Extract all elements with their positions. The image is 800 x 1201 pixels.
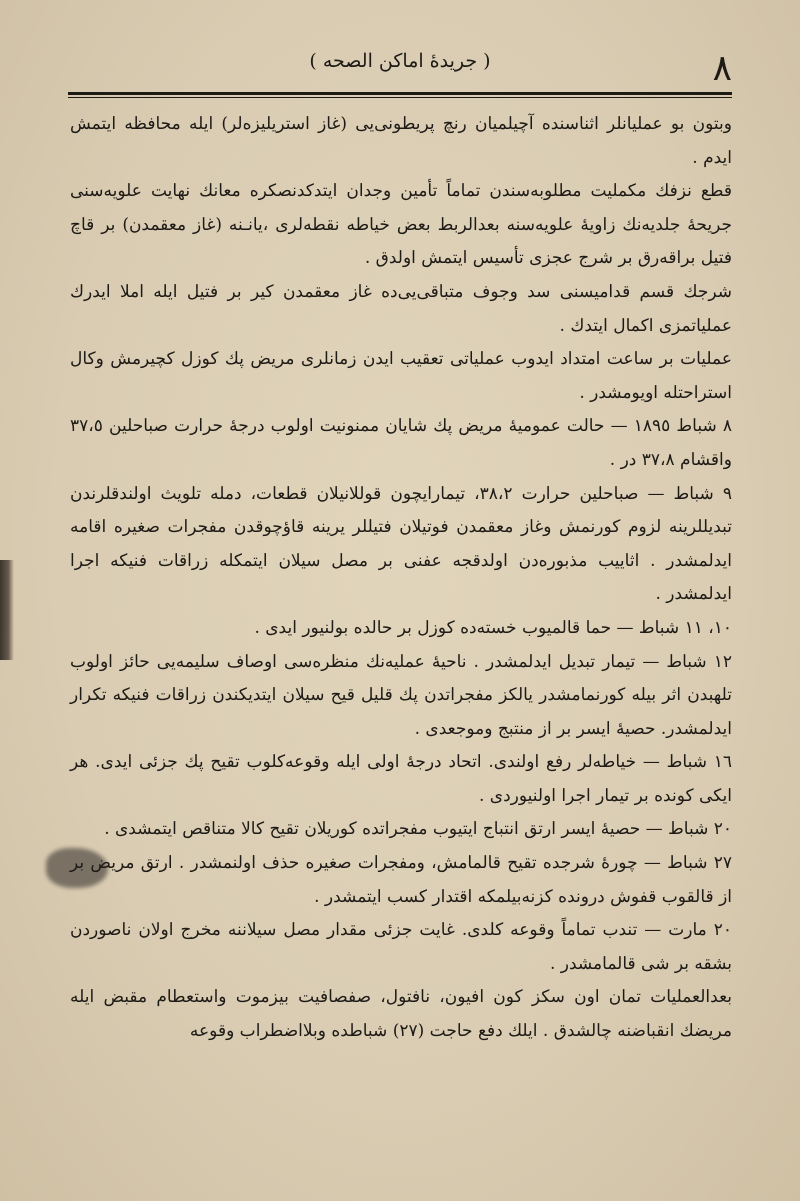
- header-rule-thin: [68, 97, 732, 98]
- paragraph: شرجك قسم قداميسنی سد وجوف متباقی‌یی‌ده غاز معقمدن كير بر فتيل ايله املا ايدرك عمليا‌تمزی اكمال ايتدك .: [70, 281, 732, 336]
- running-title: ( جريدهٔ اماكن الصحه ): [309, 50, 491, 72]
- page-number: ٨: [712, 48, 732, 89]
- paragraph: ٢٠ شباط — حصيهٔ ايسر ارتق انتباج ايتيوب مفجراتده كوريلان تقيح كالا متناقص ايتمشدی .: [104, 819, 732, 840]
- page-edge-damage: [0, 560, 14, 660]
- body-text: [70, 108, 732, 1049]
- paragraph: وبتون بو عمليانلر اثناسنده آچيلميان رنچ پريطونی‌یی (غاز استريليزه‌لر) ايله محافظه ايتمش ايدم .: [70, 114, 732, 168]
- paragraph: ٢٧ شباط — چورهٔ شرجده تقيح قالمامش، ومفجرات صغيره حذف اولنمشدر . ارتق مريض بر از قالقوب قفوش درونده كزنه‌بيلمكه اقتدار كسب ايتمشدر .: [70, 853, 732, 907]
- paragraph: ٨ شباط ١٨٩٥ — حالت عموميهٔ مريض پك شايان ممنونيت اولوب درجهٔ حرارت صباحلين ٣٧،٥ واقشام ٣٧،٨ در .: [70, 416, 732, 470]
- paragraph: ٩ شباط — صباحلين حرارت ٣٨،٢، تيمارايچون قوللانيلان قطعات، دمله تلويث اولندقلرندن تبديللرينه لزوم كورنمش وغاز معقمدن فوتيلان فتيللر يرينه قاؤچوقدن مفجرات صغيره اقامه ايدلمشدر . اثاييب مذبوره‌دن اولدقجه عفنی بر مصل سيلان ايتمكله زراقات فنيكه اجرا ايدلمشدر .: [70, 483, 732, 605]
- paragraph: ١٠، ١١ شباط — حما قالميوب خسته‌ده كوزل بر حالده بولنيور ايدی .: [254, 617, 732, 638]
- paragraph: ١٢ شباط — تيمار تبديل ايدلمشدر . ناحيهٔ عمليه‌نك منظره‌سی اوصاف سليمه‌يی حائز اولوب تلهبدن اثر بيله كورنمامشدر يالكز مفجراتدن پك قليل قيح سيلان ايتديكندن زراقات فنيكه تكرار ايدلمشدر. حصيهٔ ايسر بر از منتبج وموجعدی .: [70, 651, 732, 739]
- page-header: [68, 46, 732, 92]
- paragraph: ٢٠ مارت — تندب تماماً وقوعه كلدی. غايت جزئی مقدار مصل سيلاننه مخرج اولان ناصوردن بشقه بر شی قالمامشدر .: [70, 920, 732, 974]
- header-rule: [68, 92, 732, 95]
- paragraph: قطع نزفك مكمليت مطلوبه‌سندن تماماً تأمين وجدان ايتدكدنصكره معانك نهايت علويه‌سنی جريحهٔ جلديه‌نك زاويهٔ علويه‌سنه بعدالربط بعض خياطه نقطه‌لری ،يانـنه (غاز معقمدن) بر قاچ فتيل براقه‌رق بر شرج عجزی تأسيس ايتمش اولدق .: [70, 181, 732, 269]
- paragraph: عمليات بر ساعت امتداد ايدوب عملياتی تعقيب ايدن زمانلری مريض پك كوزل كچيرمش وكال استراحتله اويومشدر .: [70, 349, 732, 403]
- paragraph: بعدالعمليات تمان اون سكز كون افيون، نافتول، صفصافيت بيزموت واستعطام مقبض ايله مريضك انقباضنه چالشدق . ايلك دفع حاجت (٢٧) شباطده وبلااضطراب وقوعه: [70, 987, 732, 1042]
- paragraph: ١٦ شباط — خياطه‌لر رفع اولندی. اتحاد درجهٔ اولی ايله وقوعه‌كلوب تقيح پك جزئی ايدی. هر ايكی كونده بر تيمار اجرا اولنيوردی .: [70, 752, 732, 806]
